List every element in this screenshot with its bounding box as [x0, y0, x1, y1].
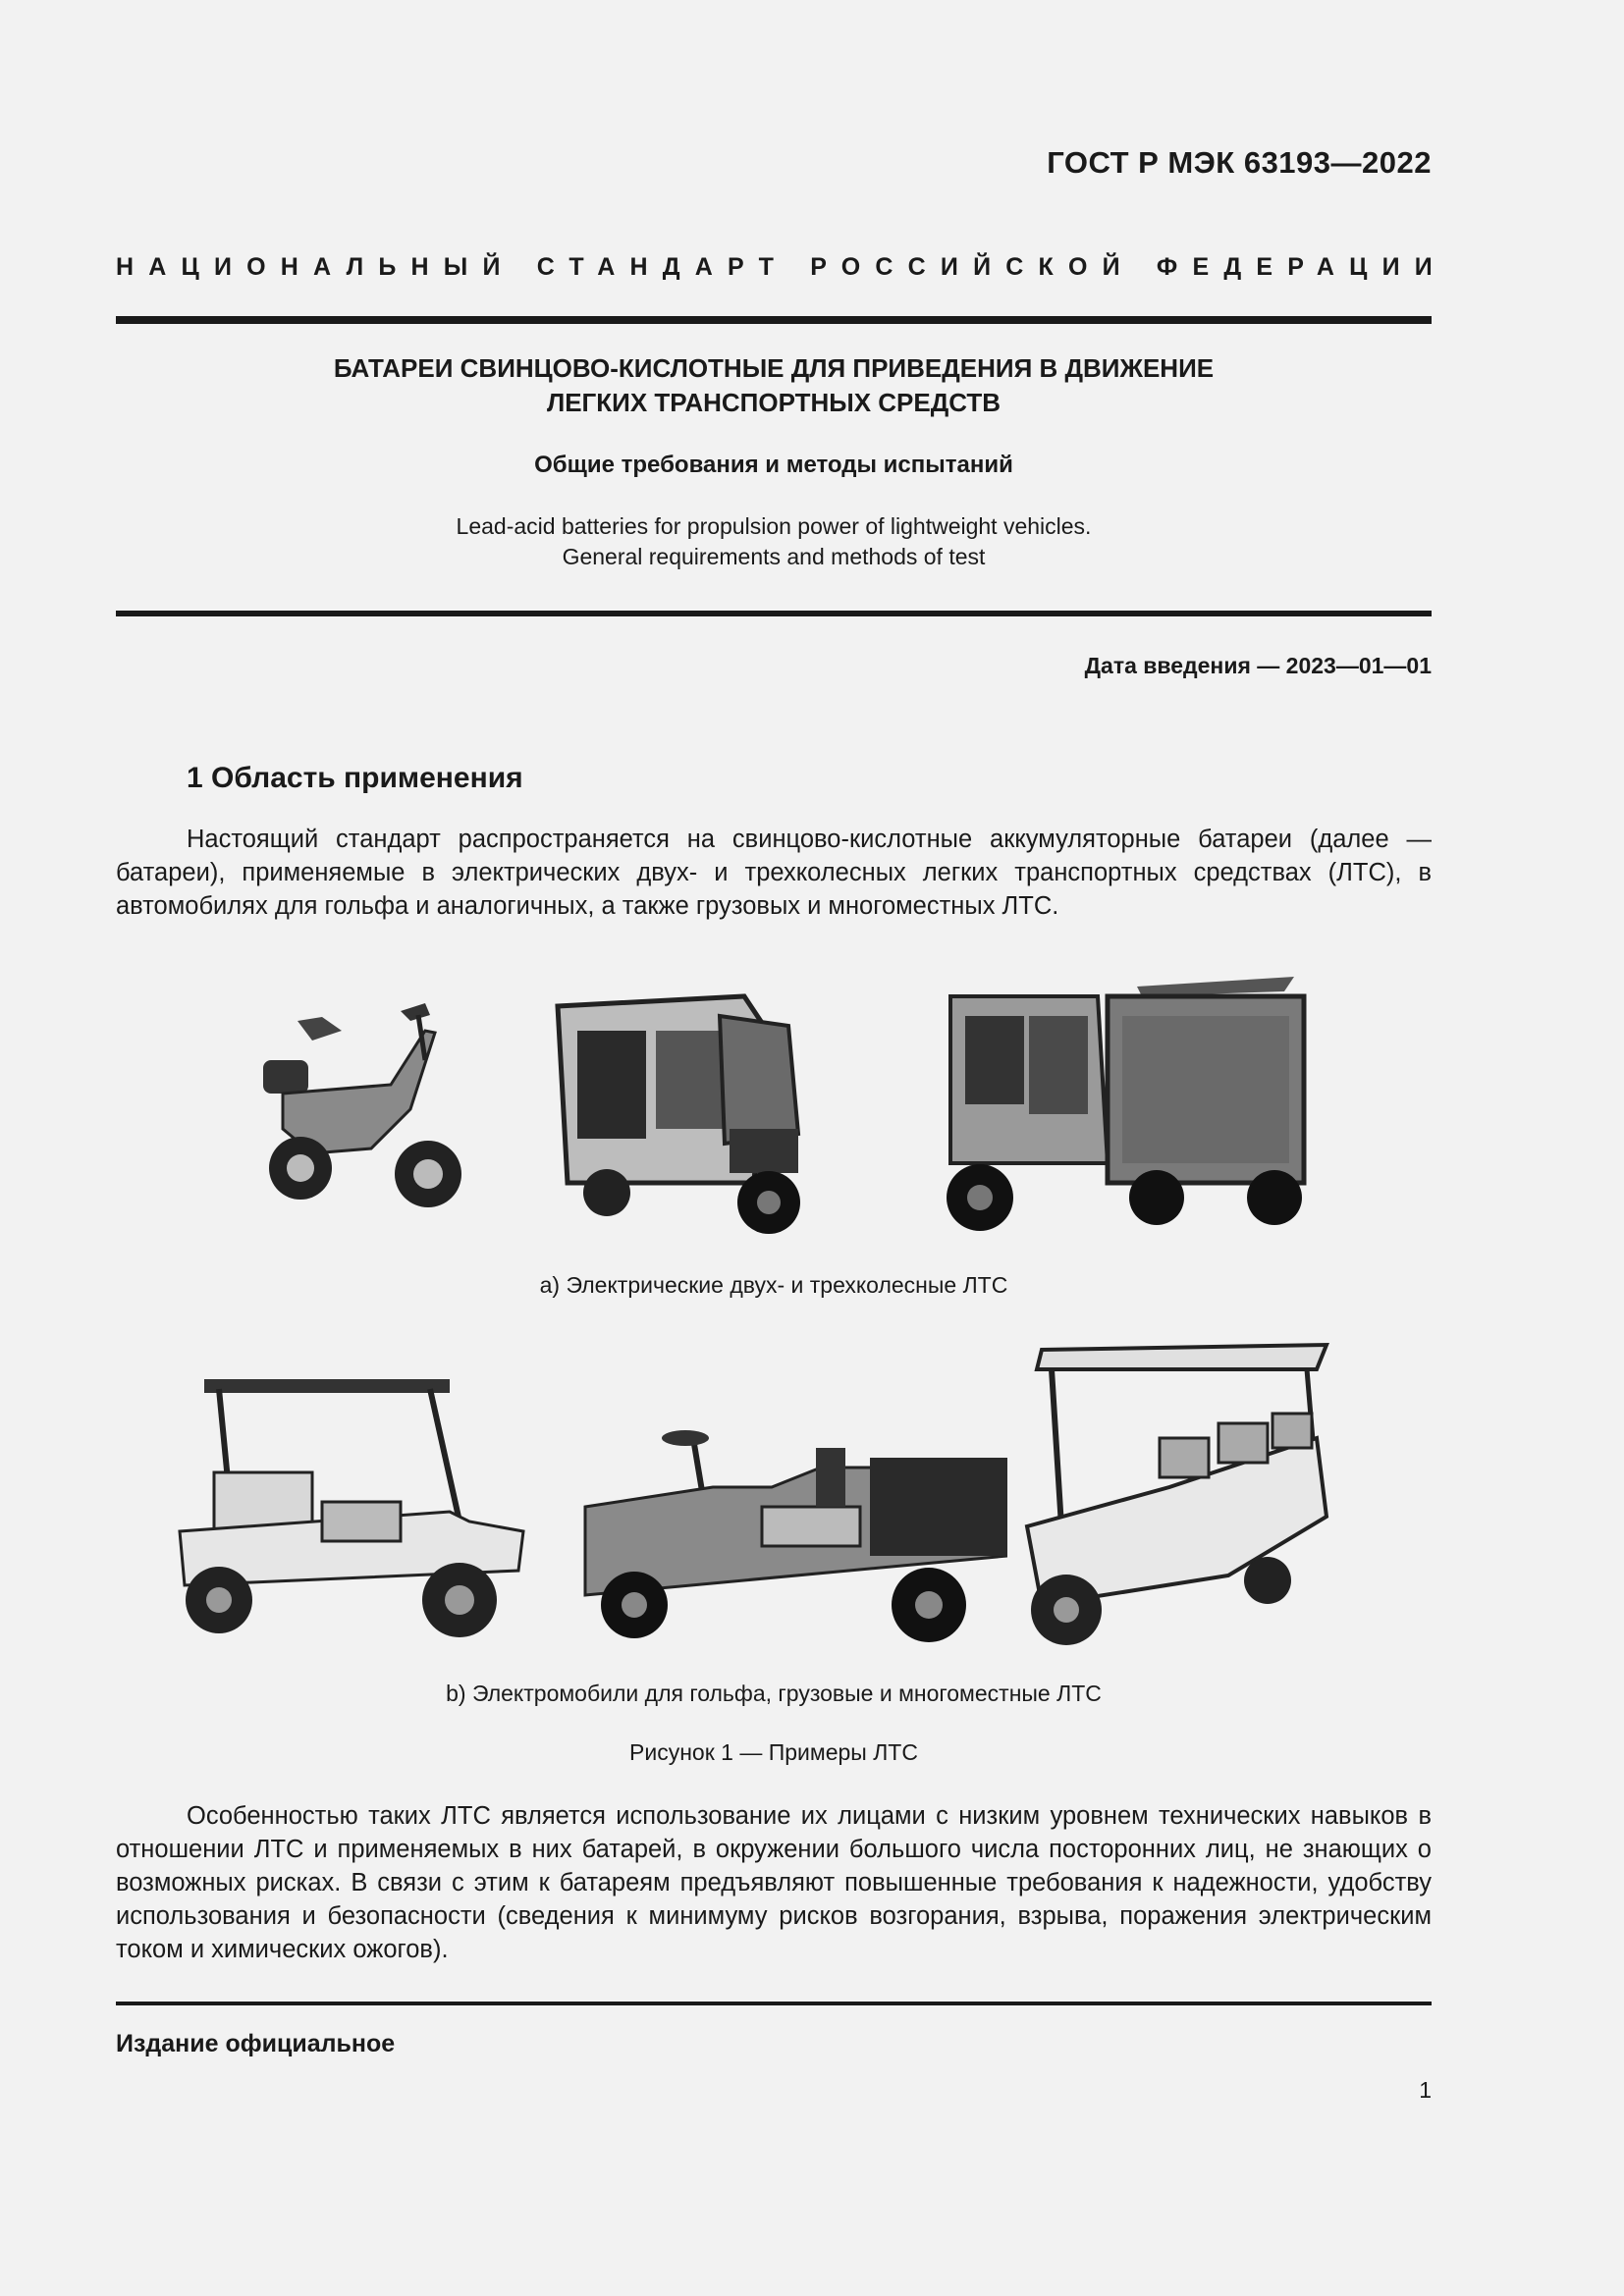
top-rule	[116, 316, 1432, 324]
title-line-2: ЛЕГКИХ ТРАНСПОРТНЫХ СРЕДСТВ	[546, 388, 1001, 417]
scope-paragraph-1: Настоящий стандарт распространяется на свинцово-кислотные аккумуляторные батареи (далее — батареи), применяемые в электрических двух- и трехколесных легких транспортных средствах (ЛТС), в автомобилях для гольфа и аналогичных, а также грузовых и многоместных ЛТС.	[116, 826, 1432, 920]
english-title	[116, 511, 1432, 572]
title-line-1: БАТАРЕИ СВИНЦОВО-КИСЛОТНЫЕ ДЛЯ ПРИВЕДЕНИЯ В ДВИЖЕНИЕ	[333, 353, 1215, 383]
golf-cart-image	[175, 1374, 528, 1639]
figure-title: Рисунок 1 — Примеры ЛТС	[629, 1739, 918, 1765]
official-edition-label: Издание официальное	[116, 2030, 396, 2057]
document-page	[116, 0, 1447, 2296]
national-standard-banner: НАЦИОНАЛЬНЫЙ СТАНДАРТ РОССИЙСКОЙ ФЕДЕРАЦИИ	[116, 253, 1447, 281]
figure-caption-b: b) Электромобили для гольфа, грузовые и многоместные ЛТС	[446, 1681, 1102, 1706]
footer-rule	[116, 2002, 1432, 2005]
document-subtitle: Общие требования и методы испытаний	[534, 452, 1013, 478]
scooter-image	[253, 991, 469, 1217]
utility-cart-image	[575, 1428, 1007, 1644]
english-title-line-1: Lead-acid batteries for propulsion power of lightweight vehicles.	[456, 513, 1092, 539]
scope-paragraph-2: Особенностью таких ЛТС является использование их лицами с низким уровнем технических навыков в отношении ЛТС и применяемых в них батарей, в окружении большого числа посторонних лиц, не знающих о возможных рисках. В связи с этим к батареям предъявляют повышенные требования к надежности, удобству использования и безопасности (сведения к минимуму рисков возгорания, взрыва, поражения электрическим током и химических ожогов).	[116, 1802, 1432, 1963]
cargo-three-wheeler-image	[911, 967, 1324, 1237]
multi-seat-cart-image	[1012, 1340, 1336, 1654]
document-title	[116, 351, 1432, 420]
three-wheeler-passenger-image	[548, 987, 813, 1237]
standard-code: ГОСТ Р МЭК 63193—2022	[1047, 145, 1432, 180]
title-rule	[116, 611, 1432, 616]
section-heading: 1 Область применения	[187, 762, 523, 794]
figure-caption-a: а) Электрические двух- и трехколесные ЛТС	[539, 1272, 1008, 1298]
page-number: 1	[1419, 2077, 1432, 2103]
introduction-date: Дата введения — 2023—01—01	[1084, 653, 1432, 678]
english-title-line-2: General requirements and methods of test	[562, 544, 986, 569]
